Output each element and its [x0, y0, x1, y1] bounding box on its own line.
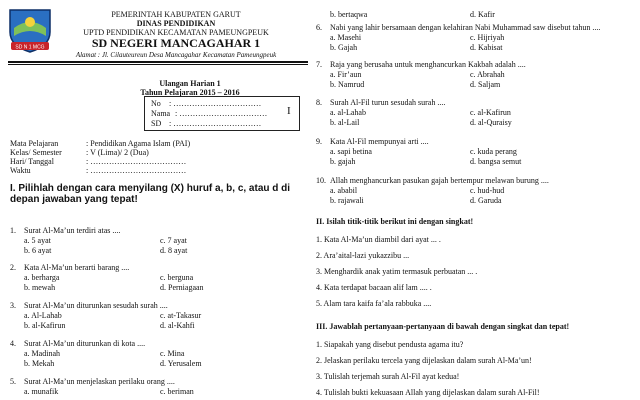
- option-b[interactable]: b. Namrud: [330, 80, 365, 89]
- option-c[interactable]: c. Abrahah: [470, 70, 505, 79]
- id-no-field[interactable]: : ……………………………: [169, 99, 262, 108]
- question-number: 1.: [10, 226, 16, 235]
- option-b[interactable]: b. al-Kafirun: [24, 321, 66, 330]
- option-b[interactable]: b. rajawali: [330, 196, 364, 205]
- question-text: Surah Al-Fil turun sesudah surah ....: [330, 98, 446, 107]
- question-text: Nabi yang lahir bersamaan dengan kelahiran Nabi Muhammad saw disebut tahun ....: [330, 23, 601, 32]
- section-2-title: II. Isilah titik-titik berikut ini dengan singkat!: [316, 217, 474, 226]
- option-a[interactable]: a. Madinah: [24, 349, 60, 358]
- meta-value: : ………………………………: [86, 157, 187, 166]
- option-d[interactable]: d. al-Kahfi: [160, 321, 195, 330]
- school-name: SD NEGERI MANCAGAHAR 1: [91, 36, 261, 50]
- question-text: Kata Al-Fil mempunyai arti ....: [330, 137, 429, 146]
- meta-row: [10, 166, 186, 175]
- option-d[interactable]: d. Yerusalem: [160, 359, 202, 368]
- option-b[interactable]: b. mewah: [24, 283, 56, 292]
- meta-value: : Pendidikan Agama Islam (PAI): [86, 139, 191, 148]
- section-1-title: I. Pilihlah dengan cara menyilang (X) huruf a, b, c, atau d di depan jawaban yang tepat!: [10, 183, 291, 205]
- fill-item: 2. Ara’aital-lazi yukazzibu ...: [316, 251, 410, 260]
- option-d[interactable]: d. Perniagaan: [160, 283, 204, 292]
- option-c[interactable]: c. Hijriyah: [470, 33, 505, 42]
- option-a[interactable]: a. al-Lahab: [330, 108, 366, 117]
- id-sd-label: SD: [151, 119, 162, 128]
- header-line-2: DINAS PENDIDIKAN: [136, 19, 216, 28]
- meta-label: Kelas/ Semester: [10, 148, 62, 157]
- option-d[interactable]: d. Garuda: [470, 196, 502, 205]
- id-row-sd[interactable]: [151, 119, 262, 128]
- question-number: 6.: [316, 23, 322, 32]
- question-text: Surat Al-Ma’un menjelaskan perilaku orang ....: [24, 377, 175, 386]
- id-row-nama[interactable]: [151, 109, 268, 118]
- option-a[interactable]: a. berharga: [24, 273, 60, 282]
- question-text: Surat Al-Ma’un diturunkan di kota ....: [24, 339, 146, 348]
- question-number: 9.: [316, 137, 322, 146]
- id-sd-field[interactable]: : ……………………………: [169, 119, 262, 128]
- essay-item: 1. Siapakah yang disebut pendusta agama itu?: [316, 340, 464, 349]
- option-a[interactable]: a. 5 ayat: [24, 236, 51, 245]
- option-b[interactable]: b. Mekah: [24, 359, 55, 368]
- essay-item: 4. Tulislah bukti kekuasaan Allah yang dijelaskan dalam surah Al-Fil!: [316, 388, 540, 397]
- option-b[interactable]: b. gajah: [330, 157, 356, 166]
- option-c[interactable]: c. kuda perang: [470, 147, 517, 156]
- option-c[interactable]: c. beriman: [160, 387, 194, 396]
- option-c[interactable]: c. 7 ayat: [160, 236, 187, 245]
- meta-value: : V (Lima)/ 2 (Dua): [86, 148, 149, 157]
- meta-row: [10, 157, 186, 166]
- id-row-no[interactable]: [151, 99, 262, 108]
- option-b[interactable]: b. bertaqwa: [330, 10, 368, 19]
- meta-value: : ………………………………: [86, 166, 187, 175]
- meta-label: Hari/ Tanggal: [10, 157, 54, 166]
- school-address: Alamat : Jl. Cilauteureun Desa Mancagahar Kecamatan Pameungpeuk: [75, 51, 277, 59]
- option-a[interactable]: a. sapi betina: [330, 147, 372, 156]
- option-a[interactable]: a. munafik: [24, 387, 59, 396]
- logo-sun-shape: [25, 17, 35, 27]
- question-number: 5.: [10, 377, 16, 386]
- header-line-1: PEMERINTAH KABUPATEN GARUT: [111, 10, 241, 19]
- essay-item: 2. Jelaskan perilaku tercela yang dijelaskan dalam surah Al-Ma’un!: [316, 356, 532, 365]
- question-number: 8.: [316, 98, 322, 107]
- option-a[interactable]: a. ababil: [330, 186, 358, 195]
- option-d[interactable]: d. Kafir: [470, 10, 495, 19]
- meta-label: Mata Pelajaran: [10, 139, 59, 148]
- option-d[interactable]: d. Saljam: [470, 80, 501, 89]
- question-text: Raja yang berusaha untuk menghancurkan Kakbah adalah ....: [330, 60, 526, 69]
- option-b[interactable]: b. al-Lail: [330, 118, 360, 127]
- question-number: 2.: [10, 263, 16, 272]
- option-a[interactable]: a. Fir’aun: [330, 70, 362, 79]
- exam-title: Ulangan Harian 1: [159, 79, 221, 88]
- id-no-label: No: [151, 99, 161, 108]
- option-c[interactable]: c. al-Kafirun: [470, 108, 511, 117]
- fill-item: 4. Kata terdapat bacaan alif lam .... .: [316, 283, 432, 292]
- question-text: Surat Al-Ma’un diturunkan sesudah surah ....: [24, 301, 168, 310]
- exam-year: Tahun Pelajaran 2015 – 2016: [140, 88, 240, 97]
- fill-item: 1. Kata Al-Ma’un diambil dari ayat ... .: [316, 235, 441, 244]
- option-c[interactable]: c. Mina: [160, 349, 185, 358]
- school-logo: [4, 6, 56, 56]
- question-number: 4.: [10, 339, 16, 348]
- header-rule-thick: [8, 61, 308, 63]
- id-nama-field[interactable]: : ……………………………: [175, 109, 268, 118]
- student-id-box: [144, 96, 300, 131]
- option-a[interactable]: a. Al-Lahab: [24, 311, 62, 320]
- logo-ribbon-text: SD N 1 MCG: [15, 44, 45, 51]
- meta-label: Waktu: [10, 166, 31, 175]
- question-number: 7.: [316, 60, 322, 69]
- header-line-3: UPTD PENDIDIKAN KECAMATAN PAMEUNGPEUK: [83, 28, 269, 37]
- question-number: 10.: [316, 176, 326, 185]
- option-d[interactable]: d. Kabisat: [470, 43, 503, 52]
- id-nama-label: Nama: [151, 109, 171, 118]
- essay-item: 3. Tulislah terjemah surah Al-Fil ayat kedua!: [316, 372, 460, 381]
- option-c[interactable]: c. hud-hud: [470, 186, 505, 195]
- question-text: Kata Al-Ma’un berarti barang ....: [24, 263, 130, 272]
- option-d[interactable]: d. 8 ayat: [160, 246, 188, 255]
- meta-row: [10, 139, 190, 148]
- text-cursor-icon: I: [287, 105, 291, 117]
- header-rule-thin: [8, 64, 308, 65]
- option-d[interactable]: d. al-Quraisy: [470, 118, 512, 127]
- question-number: 3.: [10, 301, 16, 310]
- section-3-title: III. Jawablah pertanyaan-pertanyaan di bawah dengan singkat dan tepat!: [316, 322, 570, 331]
- option-a[interactable]: a. Masehi: [330, 33, 362, 42]
- option-d[interactable]: d. bangsa semut: [470, 157, 522, 166]
- option-b[interactable]: b. 6 ayat: [24, 246, 52, 255]
- option-b[interactable]: b. Gajah: [330, 43, 358, 52]
- fill-item: 5. Alam tara kaifa fa’ala rabbuka ....: [316, 299, 432, 308]
- question-text: Surat Al-Ma’un terdiri atas ....: [24, 226, 121, 235]
- fill-item: 3. Menghardik anak yatim termasuk perbuatan ... .: [316, 267, 478, 276]
- question-text: Allah menghancurkan pasukan gajah bertempur melawan burung ....: [330, 176, 549, 185]
- option-c[interactable]: c. berguna: [160, 273, 194, 282]
- meta-row: [10, 148, 149, 157]
- option-c[interactable]: c. at-Takasur: [160, 311, 202, 320]
